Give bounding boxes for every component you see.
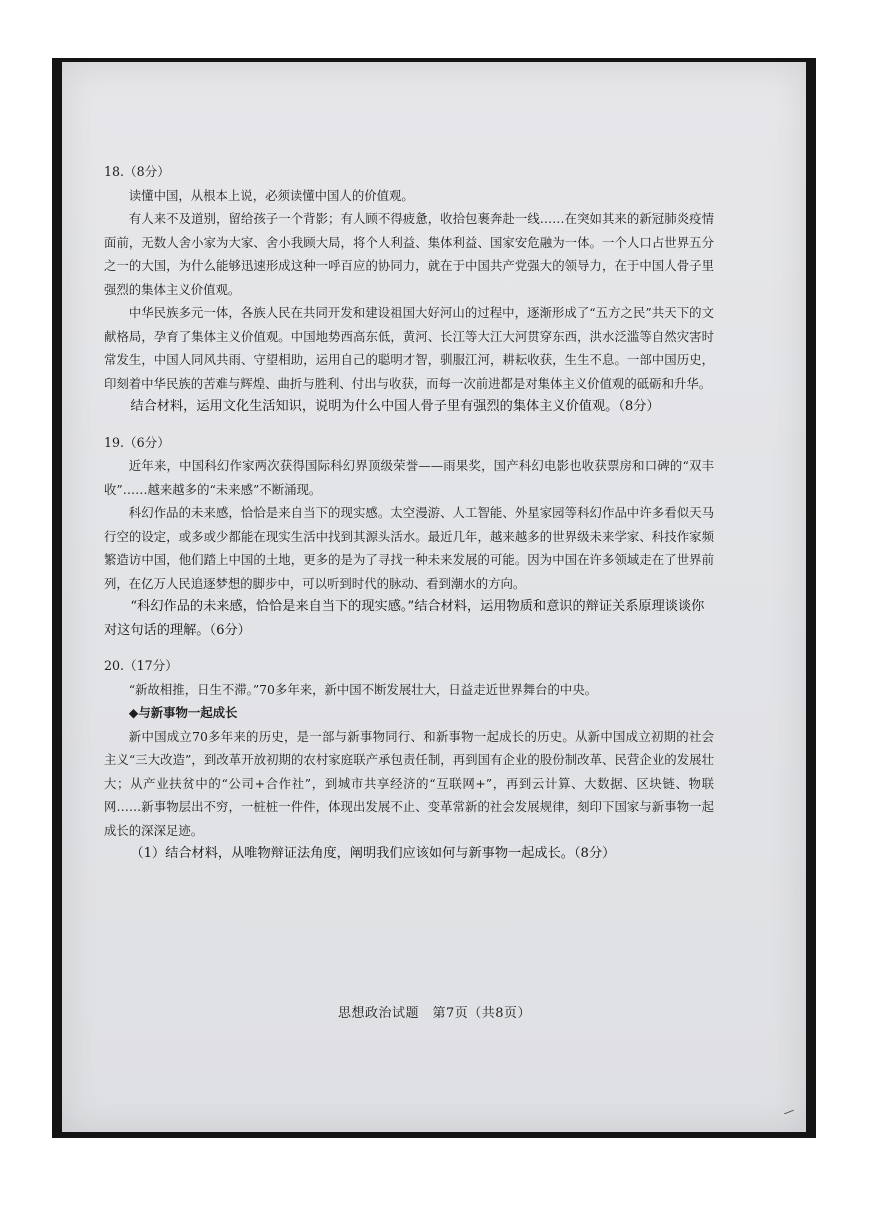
question-19-paragraph-2: 科幻作品的未来感，恰恰是来自当下的现实感。太空漫游、人工智能、外星家园等科幻作品中许多看似天马行空的设定，或多或少都能在现实生活中找到其源头活水。最近几年，越来越多的世界级未来学家、科技作家频繁造访中国，他们踏上中国的土地，更多的是为了寻找一种未来发展的可能。因为中国在许多领域走在了世界前列，在亿万人民追逐梦想的脚步中，可以听到时代的脉动、看到潮水的方向。 (104, 505, 714, 591)
question-18-paragraph-3: 中华民族多元一体，各族人民在共同开发和建设祖国大好河山的过程中，逐渐形成了“五方之民”共天下的文献格局，孕育了集体主义价值观。中国地势西高东低，黄河、长江等大江大河贯穿东西，洪水泛滥等自然灾害时常发生，中国人同风共雨、守望相助，运用自己的聪明才智，驯服江河，耕耘收获，生生不息。一部中国历史，印刻着中华民族的苦难与辉煌、曲折与胜利、付出与收获，而每一次前进都是对集体主义价值观的砥砺和升华。 (104, 305, 714, 391)
question-20-paragraph-2: 新中国成立70多年来的历史，是一部与新事物同行、和新事物一起成长的历史。从新中国成立初期的社会主义“三大改造”，到改革开放初期的农村家庭联产承包责任制，再到国有企业的股份制改革、民营企业的发展壮大；从产业扶贫中的“公司+合作社”，到城市共享经济的“互联网+”，再到云计算、大数据、区块链、物联网……新事物层出不穷，一桩桩一件件，体现出发展不止、变革常新的社会发展规律，刻印下国家与新事物一起成长的深深足迹。 (104, 728, 714, 838)
page-footer: 思想政治试题 第7页（共8页） (337, 1006, 532, 1021)
question-18-paragraph-2: 有人来不及道别，留给孩子一个背影；有人顾不得疲惫，收拾包裹奔赴一线……在突如其来的新冠肺炎疫情面前，无数人舍小家为大家、舍小我顾大局，将个人利益、集体利益、国家安危融为一体。一个人口占世界五分之一的大国，为什么能够迅速形成这种一呼百应的协同力，就在于中国共产党强大的领导力，在于中国人骨子里强烈的集体主义价值观。 (104, 211, 714, 297)
question-20 (104, 654, 714, 866)
question-20-paragraph-1: “新故相推，日生不滞。”70多年来，新中国不断发展壮大，日益走近世界舞台的中央。 (128, 681, 598, 697)
question-19-task: “科幻作品的未来感，恰恰是来自当下的现实感。”结合材料，运用物质和意识的辩证关系原理谈谈你对这句话的理解。（6分） (104, 599, 705, 638)
question-18-paragraph-1: 读懂中国，从根本上说，必须读懂中国人的价值观。 (128, 187, 414, 203)
question-19-paragraph-1: 近年来，中国科幻作家两次获得国际科幻界顶级荣誉——雨果奖，国产科幻电影也收获票房和口碑的“双丰收”……越来越多的“未来感”不断涌现。 (104, 458, 714, 497)
pen-mark (784, 1110, 794, 1114)
question-20-header: 20.（17分） (104, 658, 178, 673)
exam-content (104, 160, 714, 866)
question-18-header: 18.（8分） (104, 164, 170, 179)
question-19-header: 19.（6分） (104, 434, 170, 450)
question-19 (104, 431, 714, 643)
question-18-task: 结合材料，运用文化生活知识，说明为什么中国人骨子里有强烈的集体主义价值观。（8分） (130, 399, 660, 414)
question-18 (104, 160, 714, 419)
question-20-subheading: ◆与新事物一起成长 (128, 705, 238, 720)
question-20-task-1: （1）结合材料，从唯物辩证法角度，阐明我们应该如何与新事物一起成长。（8分） (130, 846, 616, 861)
